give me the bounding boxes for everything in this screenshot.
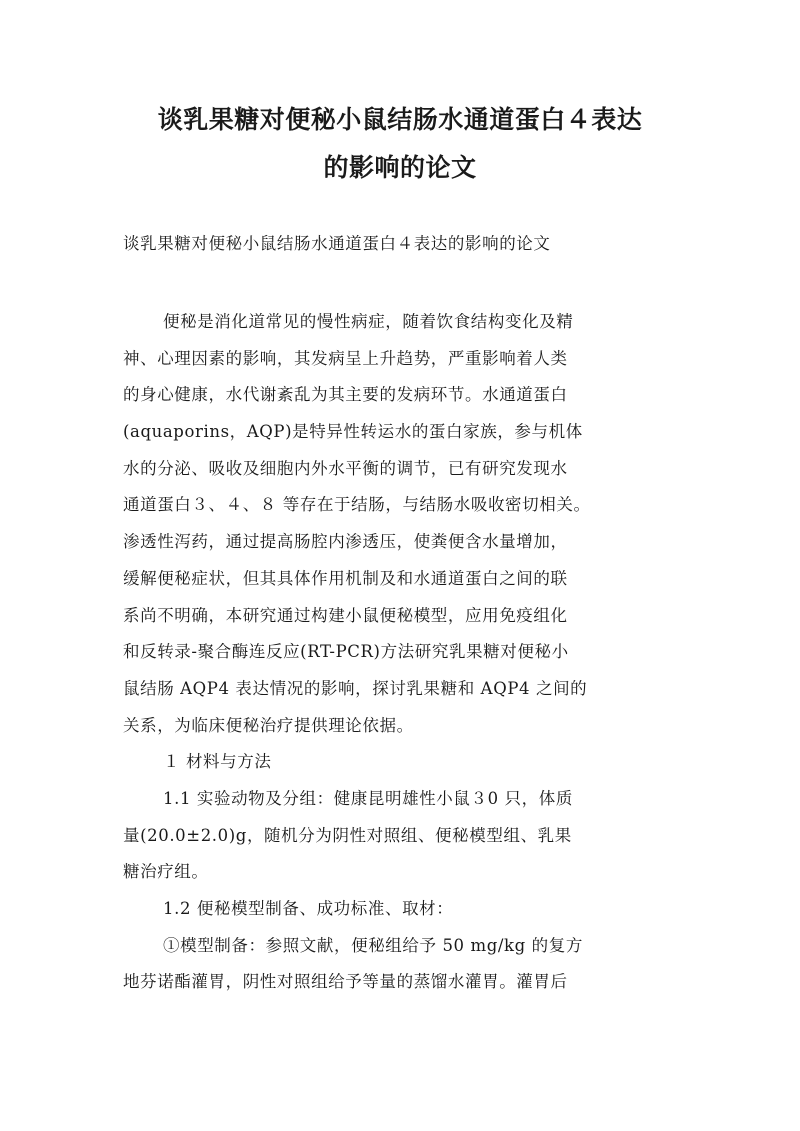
section-heading: １ 材料与方法 <box>163 752 272 772</box>
body-line: 便秘是消化道常见的慢性病症，随着饮食结构变化及精 <box>163 312 574 331</box>
body-line: 关系，为临床便秘治疗提供理论依据。 <box>123 715 414 735</box>
body-line: 糖治疗组。 <box>123 862 209 882</box>
document-title <box>100 96 700 192</box>
subsection-heading: 1.1 实验动物及分组：健康昆明雄性小鼠３0 只，体质 <box>163 788 573 808</box>
body-line: (aquaporins，AQP)是特异性转运水的蛋白家族，参与机体 <box>123 422 583 442</box>
body-line: 通道蛋白３、４、８ 等存在于结肠，与结肠水吸收密切相关。 <box>123 495 591 515</box>
body-line: 量(20.0±2.0)g，随机分为阴性对照组、便秘模型组、乳果 <box>123 825 572 845</box>
body-line: 渗透性泻药，通过提高肠腔内渗透压，使粪便含水量增加， <box>123 532 568 552</box>
body-line: 鼠结肠 AQP4 表达情况的影响，探讨乳果糖和 AQP4 之间的 <box>123 678 588 698</box>
body-line: 系尚不明确，本研究通过构建小鼠便秘模型，应用免疫组化 <box>123 605 568 625</box>
body-line: 水的分泌、吸收及细胞内外水平衡的调节，已有研究发现水 <box>123 458 568 478</box>
body-line: 缓解便秘症状，但其具体作用机制及和水通道蛋白之间的联 <box>123 568 568 588</box>
document-body <box>123 304 688 1001</box>
body-line: 地芬诺酯灌胃，阴性对照组给予等量的蒸馏水灌胃。灌胃后 <box>123 972 568 992</box>
subsection-heading: 1.2 便秘模型制备、成功标准、取材： <box>163 899 454 918</box>
body-line: 的身心健康，水代谢紊乱为其主要的发病环节。水通道蛋白 <box>123 385 568 405</box>
title-line-1: 谈乳果糖对便秘小鼠结肠水通道蛋白４表达 <box>157 105 643 134</box>
body-line: ①模型制备：参照文献，便秘组给予 50 mg/kg 的复方 <box>163 935 583 955</box>
body-line: 神、心理因素的影响，其发病呈上升趋势，严重影响着人类 <box>123 348 568 368</box>
document-subtitle: 谈乳果糖对便秘小鼠结肠水通道蛋白４表达的影响的论文 <box>123 234 551 253</box>
title-line-2: 的影响的论文 <box>323 153 477 182</box>
body-line: 和反转录-聚合酶连反应(RT-PCR)方法研究乳果糖对便秘小 <box>123 642 569 662</box>
